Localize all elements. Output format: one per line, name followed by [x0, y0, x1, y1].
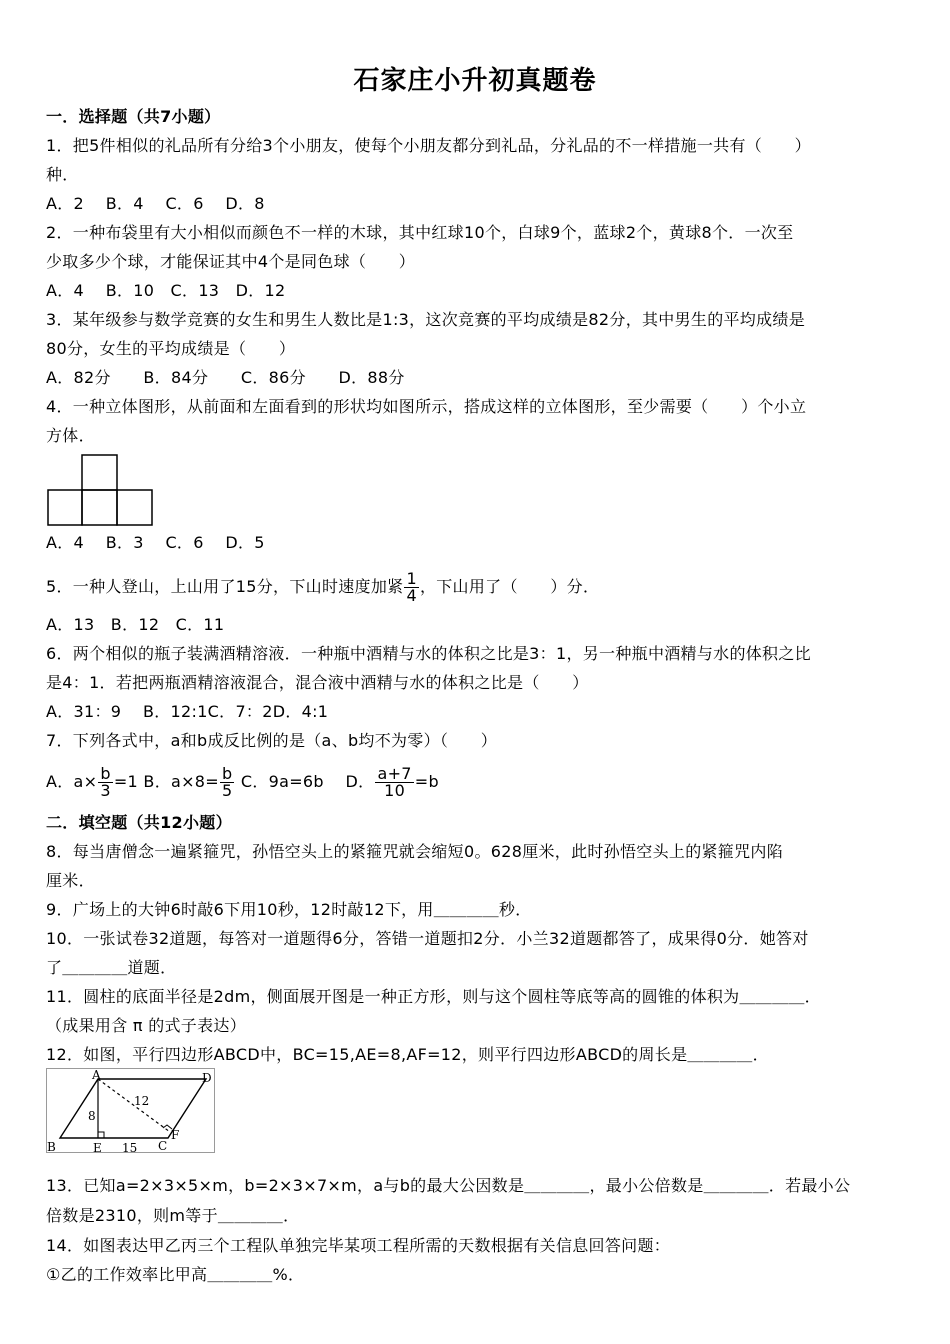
question-8-line-2: 厘米．: [46, 871, 95, 890]
point-e-label: E: [93, 1141, 102, 1155]
question-1-line-2: 种．: [46, 165, 79, 184]
question-6-line-2: 是4：1．若把两瓶酒精溶液混合，混合液中酒精与水的体积之比是（ ）: [46, 673, 589, 692]
fraction-one-quarter: [404, 571, 418, 604]
question-4-line-1: 4．一种立体图形，从前面和左面看到的形状均如图所示，搭成这样的立体图形，至少需要（ ）个小立: [46, 397, 807, 416]
cube-view-figure: [47, 454, 155, 527]
fraction-numerator: a+7: [377, 764, 412, 783]
question-5-text-before: 5．一种人登山，上山用了15分，下山时速度加紧: [46, 577, 404, 596]
page-title: 石家庄小升初真题卷: [353, 66, 597, 96]
question-4-line-2: 方体．: [46, 426, 95, 445]
question-4-options: A．4 B．3 C．6 D．5: [46, 533, 265, 552]
question-5-options: A．13 B．12 C．11: [46, 615, 225, 634]
question-13-line-2: 倍数是2310，则m等于＿＿＿＿．: [46, 1206, 300, 1225]
fraction-numerator: b: [220, 766, 234, 783]
question-5-line: [46, 570, 599, 604]
fraction-denominator: 10: [384, 781, 406, 800]
af-length-label: 12: [134, 1094, 150, 1108]
section-heading-fill: 二．填空题（共12小题）: [46, 813, 232, 832]
option-c-text: C．9a=6b D．: [235, 772, 375, 791]
question-10-line-2: 了＿＿＿＿道题．: [46, 958, 177, 977]
bc-length-label: 15: [122, 1141, 138, 1155]
point-d-label: D: [202, 1071, 212, 1085]
question-7-line-1: 7．下列各式中，a和b成反比例的是（a、b均不为零）（ ）: [46, 731, 498, 750]
question-13-line-1: 13．已知a=2×3×5×m，b=2×3×7×m，a与b的最大公因数是＿＿＿＿，最小公倍数是＿＿＿＿．若最小公: [46, 1176, 851, 1195]
option-a-b-text: =1 B．a×8=: [113, 772, 219, 791]
question-10-line-1: 10．一张试卷32道题，每答对一道题得6分，答错一道题扣2分．小兰32道题都答了，成果得0分．她答对: [46, 929, 809, 948]
question-1-line-1: 1．把5件相似的礼品所有分给3个小朋友，使每个小朋友都分到礼品，分礼品的不一样措施一共有（ ）: [46, 136, 811, 155]
point-c-label: C: [158, 1139, 168, 1153]
point-b-label: B: [47, 1140, 56, 1154]
question-11-line-2: （成果用含 π 的式子表达）: [46, 1016, 247, 1035]
question-2-line-2: 少取多少个球，才能保证其中4个是同色球（ ）: [46, 252, 416, 271]
question-5-text-after: ，下山用了（ ）分．: [419, 577, 600, 596]
fraction-denominator: 3: [100, 781, 111, 800]
question-14-line-2: ①乙的工作效率比甲高＿＿＿＿%．: [46, 1265, 305, 1284]
fraction-numerator: 1: [406, 569, 417, 588]
fraction-numerator: b: [98, 766, 112, 783]
point-a-label: A: [92, 1068, 101, 1082]
question-11-line-1: 11．圆柱的底面半径是2dm，侧面展开图是一种正方形，则与这个圆柱等底等高的圆锥的体积为＿＿＿＿．: [46, 987, 821, 1006]
question-12-line-1: 12．如图，平行四边形ABCD中，BC=15,AE=8,AF=12，则平行四边形ABCD的周长是＿＿＿＿．: [46, 1045, 769, 1064]
question-6-options: A．31：9 B．12:1C．7：2D．4:1: [46, 702, 329, 721]
fraction-denominator: 5: [222, 781, 233, 800]
parallelogram-figure: [46, 1068, 216, 1158]
ae-length-label: 8: [88, 1109, 96, 1123]
question-3-line-1: 3．某年级参与数学竞赛的女生和男生人数比是1:3，这次竞赛的平均成绩是82分，其中男生的平均成绩是: [46, 310, 805, 329]
question-2-line-1: 2．一种布袋里有大小相似而颜色不一样的木球，其中红球10个，白球9个，蓝球2个，黄球8个．一次至: [46, 223, 794, 242]
question-1-options: A．2 B．4 C．6 D．8: [46, 194, 265, 213]
question-3-options: A．82分 B．84分 C．86分 D．88分: [46, 368, 405, 387]
fraction-denominator: 4: [406, 586, 417, 605]
section-heading-choice: 一．选择题（共7小题）: [46, 107, 221, 126]
fraction-b-over-5: [220, 766, 234, 799]
point-f-label: F: [171, 1128, 180, 1142]
fraction-b-over-3: [98, 766, 112, 799]
question-9-line-1: 9．广场上的大钟6时敲6下用10秒，12时敲12下，用＿＿＿＿秒．: [46, 900, 532, 919]
question-2-options: A．4 B．10 C．13 D．12: [46, 281, 286, 300]
fraction-a-plus-7-over-10: [375, 766, 413, 799]
option-d-suffix: =b: [414, 772, 439, 791]
question-14-line-1: 14．如图表达甲乙丙三个工程队单独完毕某项工程所需的天数根据有关信息回答问题：: [46, 1236, 671, 1255]
question-8-line-1: 8．每当唐僧念一遍紧箍咒，孙悟空头上的紧箍咒就会缩短0。628厘米，此时孙悟空头上的紧箍咒内陷: [46, 842, 783, 861]
option-a-prefix: A．a×: [46, 772, 98, 791]
question-6-line-1: 6．两个相似的瓶子装满酒精溶液．一种瓶中酒精与水的体积之比是3：1，另一种瓶中酒精与水的体积之比: [46, 644, 811, 663]
question-3-line-2: 80分，女生的平均成绩是（ ）: [46, 339, 296, 358]
question-7-options: [46, 762, 439, 802]
